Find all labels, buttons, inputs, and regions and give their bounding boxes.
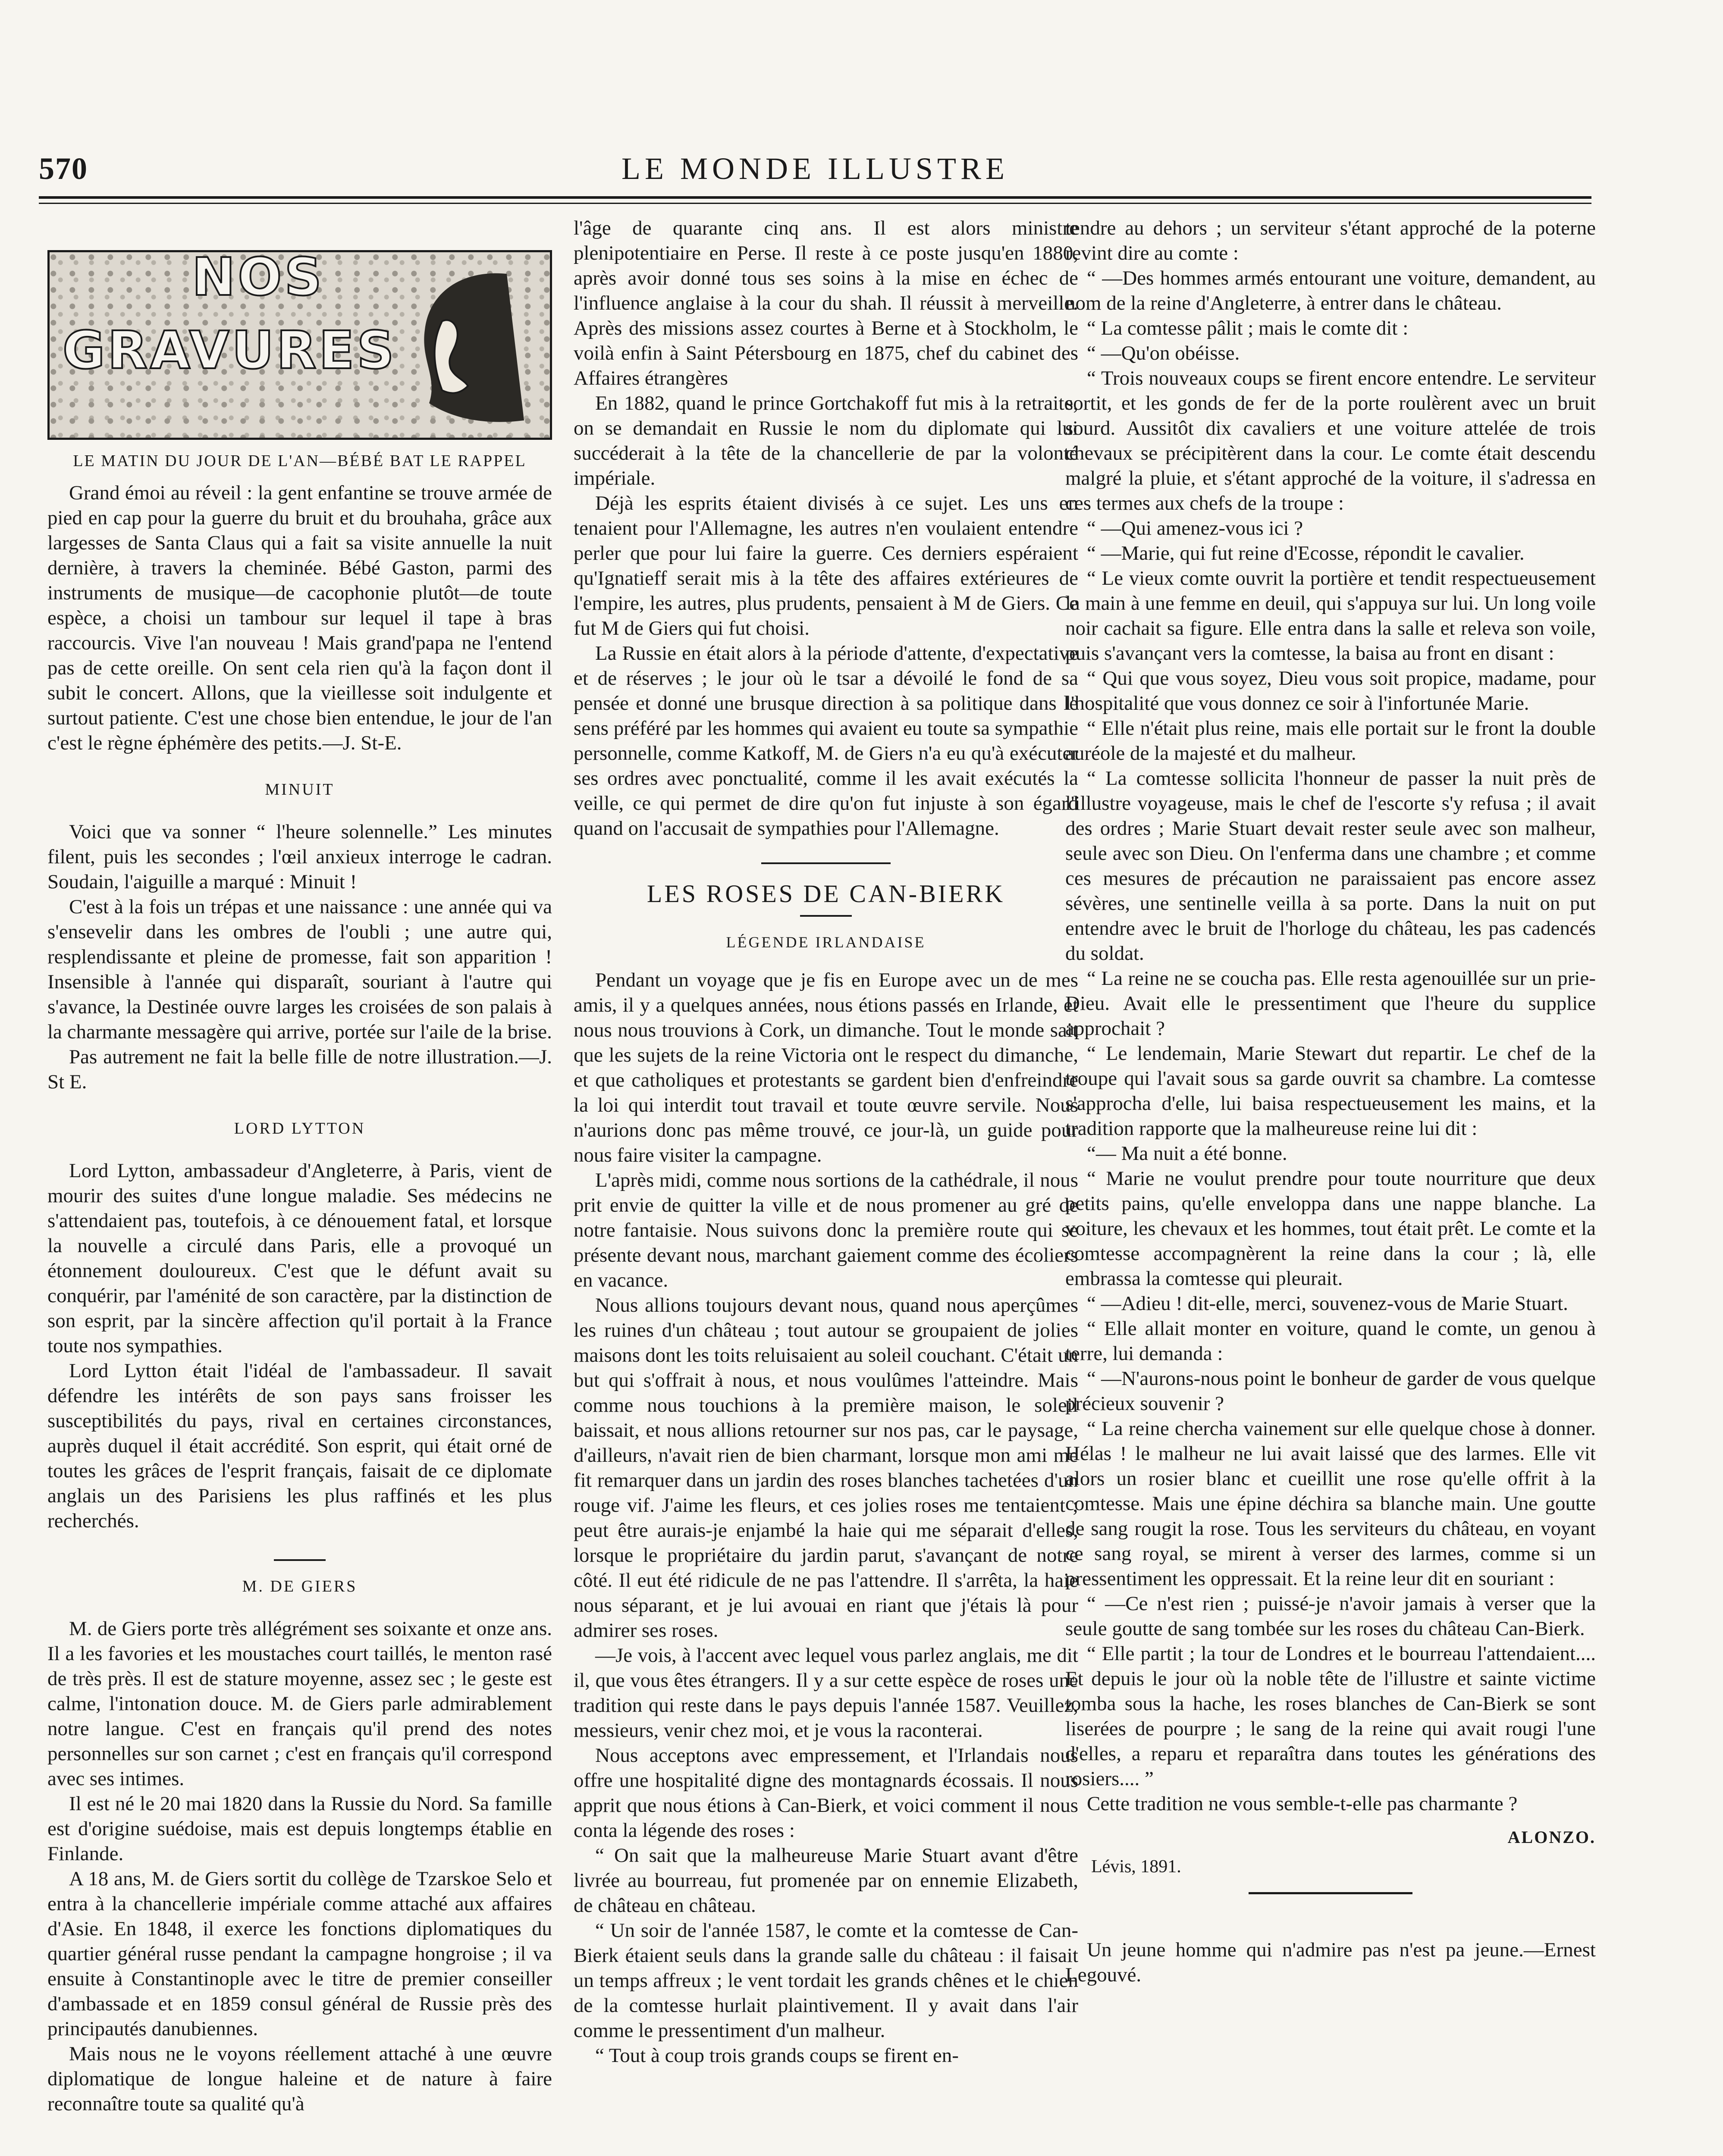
paragraph: Mais nous ne le voyons réellement attaché à une œuvre diplomatique de longue haleine et de nature à faire reconnaître toute sa qualité qu'à — [47, 2043, 552, 2115]
paragraph: “ —Adieu ! dit-elle, merci, souvenez-vous de Marie Stuart. — [1087, 1292, 1568, 1315]
nos-gravures-vignette — [47, 250, 552, 440]
paragraph: Pas autrement ne fait la belle fille de notre illustration.—J. St E. — [47, 1046, 552, 1093]
paragraph: “ Elle n'était plus reine, mais elle portait sur le front la double auréole de la majesté et du malheur. — [1065, 717, 1596, 765]
paragraph: “ Trois nouveaux coups se firent encore entendre. Le serviteur sortit, et les gonds de fer de la porte roulèrent avec un bruit sourd. Aussitôt dix cavaliers et une voiture attelée de trois chevaux se précipitèrent dans la cour. Le comte était descendu malgré la pluie, et s'étant approché de la voiture, il s'adressa en ces termes aux chefs de la troupe : — [1065, 367, 1596, 514]
paragraph: Il est né le 20 mai 1820 dans la Russie du Nord. Sa famille est d'origine suédoise, mais est depuis longtemps établie en Finlande. — [47, 1792, 552, 1865]
vignette-word-nos: NOS — [192, 250, 324, 307]
paragraph: “ Le vieux comte ouvrit la portière et tendit respectueusement la main à une femme en deuil, qui s'appuya sur lui. Un long voile noir cachait sa figure. Elle entra dans la salle et releva son voile, puis s'avançant vers la comtesse, la baisa au front en disant : — [1065, 567, 1596, 664]
minuit-heading: MINUIT — [265, 780, 335, 799]
lord-lytton-heading: LORD LYTTON — [234, 1119, 366, 1138]
column-3 — [1065, 216, 1596, 1987]
woman-profile-illustration — [377, 265, 533, 429]
end-rule — [1249, 1892, 1412, 1894]
paragraph: C'est à la fois un trépas et une naissance : une année qui va s'ensevelir dans les ombres de l'oubli ; une autre qui, resplendissante et pleine de promesse, fait son apparition ! Insensible à l'année qui disparaît, souriant à l'autre qui s'avance, la Destinée ouvre larges les croisées de son palais à la charmante messagère qui arrive, portée sur l'aile de la brise. — [47, 896, 552, 1043]
paragraph: Déjà les esprits étaient divisés à ce sujet. Les uns en tenaient pour l'Allemagne, les autres n'en voulaient entendre perler que pour lui faire la guerre. Ces derniers espéraient qu'Ignatieff serait mis à la tête des affaires extérieures de l'empire, les autres, plus prudents, pensaient à M de Giers. Ce fut M de Giers qui fut choisi. — [574, 492, 1078, 639]
paragraph: La Russie en était alors à la période d'attente, d'expectative et de réserves ; le jour où le tsar a dévoilé le fond de sa pensée et donné une brusque direction à sa politique dans le sens préféré par les hommes qui avaient eu toute sa sympathie personnelle, comme Katkoff, M. de Giers n'a eu qu'à exécuter ses ordres avec ponctualité, comme il les avait exécutés la veille, ce qui permet de dire qu'on fut injuste à son égard quand on l'accusait de sympathies pour l'Allemagne. — [574, 642, 1078, 840]
paragraph: L'après midi, comme nous sortions de la cathédrale, il nous prit envie de quitter la ville et de nous promener au gré de notre fantaisie. Nous suivons donc la première route qui se présente devant nous, marchant gaiement comme des écoliers en vacance. — [574, 1169, 1078, 1291]
heading-divider — [800, 915, 852, 917]
m-de-giers-heading: M. DE GIERS — [242, 1577, 358, 1595]
paragraph: “ On sait que la malheureuse Marie Stuart avant d'être livrée au bourreau, fut promenée par on ennemie Elizabeth, de château en château. — [574, 1844, 1078, 1917]
paragraph: “ La reine ne se coucha pas. Elle resta agenouillée sur un prie-Dieu. Avait elle le pressentiment que l'heure du supplice approchait ? — [1065, 967, 1596, 1040]
caption-matin: LE MATIN DU JOUR DE L'AN—BÉBÉ BAT LE RAPPEL — [73, 452, 527, 470]
paragraph: M. de Giers porte très allégrément ses soixante et onze ans. Il a les favories et les moustaches court taillés, le menton rasé de très près. Il est de stature moyenne, assez sec ; le geste est calme, l'intonation douce. M. de Giers parle admirablement notre langue. C'est en français qu'il prend des notes personnelles sur son carnet ; c'est en français qu'il correspond avec ses intimes. — [47, 1617, 552, 1790]
paragraph: “ La comtesse sollicita l'honneur de passer la nuit près de l'illustre voyageuse, mais le chef de l'escorte s'y refusa ; il avait des ordres ; Marie Stuart devait rester seule avec son malheur, seule avec son Dieu. On l'enferma dans une chambre ; et comme ces mesures de précaution ne paraissaient pas encore assez sévères, une sentinelle veilla à sa porte. Dans la nuit on put entendre avec le bruit de l'horloge du château, les pas cadencés du soldat. — [1065, 767, 1596, 965]
paragraph: “ La reine chercha vainement sur elle quelque chose à donner. Hélas ! le malheur ne lui avait laissé que des larmes. Elle vit alors un rosier blanc et cueillit une rose qu'elle offrit à la comtesse. Mais une épine déchira sa blanche main. Une goutte de sang rougit la rose. Tous les serviteurs du château, en voyant ce sang royal, se mirent à verser des larmes, comme si un pressentiment les oppressait. Et la reine leur dit en souriant : — [1065, 1417, 1596, 1590]
section-divider — [274, 1559, 326, 1561]
roses-heading: LES ROSES DE CAN-BIERK — [647, 880, 1005, 908]
paragraph: “ —N'aurons-nous point le bonheur de garder de vous quelque précieux souvenir ? — [1065, 1367, 1596, 1415]
publication-title: LE MONDE ILLUSTRE — [621, 151, 1009, 186]
paragraph: En 1882, quand le prince Gortchakoff fut mis à la retraite, on se demandait en Russie le nom du diplomate qui lui succéderait à la tête de la chancellerie de par la volonté impériale. — [574, 392, 1078, 489]
paragraph: “ Tout à coup trois grands coups se firent en- — [595, 2044, 959, 2067]
column-1 — [47, 216, 552, 2116]
section-divider — [761, 862, 891, 864]
paragraph: l'âge de quarante cinq ans. Il est alors ministre plenipotentiaire en Perse. Il reste à ce poste jusqu'en 1880, après avoir donné tous ses soins à la mise en échec de l'influence anglaise à la cour du shah. Il réussit à merveille. Après des missions assez courtes à Berne et à Stockholm, le voilà enfin à Saint Pétersbourg en 1875, chef du cabinet des Affaires étrangères — [574, 217, 1078, 389]
paragraph: “— Ma nuit a été bonne. — [1087, 1142, 1287, 1165]
paragraph: Cette tradition ne vous semble-t-elle pas charmante ? — [1087, 1792, 1518, 1815]
paragraph: Lord Lytton était l'idéal de l'ambassadeur. Il savait défendre les intérêts de son pays sans froisser les susceptibilités du pays, rival en certaines circonstances, auprès duquel il était accrédité. Son esprit, qui était orné de toutes les grâces de l'esprit français, faisait de ce diplomate anglais un des Parisiens les plus raffinés et les plus recherchés. — [47, 1360, 552, 1532]
paragraph: “ Qui que vous soyez, Dieu vous soit propice, madame, pour l'hospitalité que vous donnez ce soir à l'infortunée Marie. — [1065, 667, 1596, 714]
paragraph: —Je vois, à l'accent avec lequel vous parlez anglais, me dit il, que vous êtes étrangers. Il y a sur cette espèce de roses une tradition qui reste dans le pays depuis l'année 1587. Veuillez, messieurs, venir chez moi, et je vous la raconterai. — [574, 1644, 1078, 1742]
paragraph: “ —Ce n'est rien ; puissé-je n'avoir jamais à verser que la seule goutte de sang tombée sur les roses du château Can-Bierk. — [1065, 1592, 1596, 1640]
paragraph: “ —Qu'on obéisse. — [1087, 342, 1240, 364]
paragraph: Nous allions toujours devant nous, quand nous aperçûmes les ruines d'un château ; tout autour se groupaient de jolies maisons dont les toits reluisaient au soleil couchant. C'était un but qui s'offrait à nous, et nous voulûmes l'atteindre. Mais comme nous touchions à la première maison, le soleil baissait, et nous allions retourner sur nos pas, car le paysage, d'ailleurs, n'avait rien de bien charmant, lorsque mon ami me fit remarquer dans un jardin des roses blanches tachetées d'un rouge vif. J'aime les fleurs, et ces jolies roses me tentaient ; peut être aurais-je enjambé la haie qui me séparait d'elles, lorsque le propriétaire du jardin parut, s'avançant de notre côté. Il eut été ridicule de ne pas l'attendre. Il s'arrêta, la haie nous séparant, et je lui avouai en riant que j'étais là pour admirer ses roses. — [574, 1294, 1078, 1642]
page-header — [39, 151, 1591, 203]
roses-subtitle: LÉGENDE IRLANDAISE — [726, 934, 926, 951]
paragraph: Voici que va sonner “ l'heure solennelle.” Les minutes filent, puis les secondes ; l'œil anxieux interroge le cadran. Soudain, l'aiguille a marqué : Minuit ! — [47, 821, 552, 893]
paragraph: “ Elle allait monter en voiture, quand le comte, un genou à terre, lui demanda : — [1065, 1317, 1596, 1365]
paragraph: “ La comtesse pâlit ; mais le comte dit : — [1087, 317, 1409, 339]
paragraph: “ Un soir de l'année 1587, le comte et la comtesse de Can-Bierk étaient seuls dans la grande salle du château : il faisait un temps affreux ; le vent tordait les grands chênes et le chien de la comtesse hurlait plaintivement. Il y avait dans l'air comme le pressentiment d'un malheur. — [574, 1919, 1078, 2042]
legouve-quote: Un jeune homme qui n'admire pas n'est pa jeune.—Ernest Legouvé. — [1065, 1939, 1596, 1986]
header-rule — [39, 196, 1591, 204]
paragraph: “ —Marie, qui fut reine d'Ecosse, répondit le cavalier. — [1087, 542, 1525, 564]
author-signature: ALONZO. — [1507, 1827, 1596, 1847]
dateline: Lévis, 1891. — [1091, 1857, 1181, 1877]
matin-text: Grand émoi au réveil : la gent enfantine se trouve armée de pied en cap pour la guerre du bruit et du brouhaha, grâce aux largesses de Santa Claus qui a fait sa visite annuelle la nuit dernière, à travers la cheminée. Bébé Gaston, parmi des instruments de musique—de cacophonie plutôt—de toute espèce, a choisi un tambour sur lequel il tape à bras raccourcis. Vive l'an nouveau ! Mais grand'papa ne l'entend pas de cette oreille. On sent cela rien qu'à la façon dont il subit le concert. Allons, que la vieillesse soit indulgente et surtout patiente. C'est une chose bien entendue, le jour de l'an c'est le règne éphémère des petits.—J. St-E. — [47, 482, 552, 754]
paragraph: “ —Des hommes armés entourant une voiture, demandent, au nom de la reine d'Angleterre, à entrer dans le château. — [1065, 267, 1596, 314]
paragraph: “ Elle partit ; la tour de Londres et le bourreau l'attendaient.... Et depuis le jour où la noble tête de l'illustre et sainte victime tomba sous la hache, les roses blanches de Can-Bierk se sont liserées de pourpre ; le sang de la reine qui avait rougi l'une d'elles, a reparu et reparaîtra dans toutes les générations des rosiers.... ” — [1065, 1642, 1596, 1790]
paragraph: Nous acceptons avec empressement, et l'Irlandais nous offre une hospitalité digne des montagnards écossais. Il nous apprit que nous étions à Can-Bierk, et voici comment il nous conta la légende des roses : — [574, 1744, 1078, 1842]
paragraph: tendre au dehors ; un serviteur s'étant approché de la poterne revint dire au comte : — [1065, 217, 1596, 264]
vignette-word-gravures: GRAVURES — [63, 321, 397, 381]
paragraph: Pendant un voyage que je fis en Europe avec un de mes amis, il y a quelques années, nous étions passés en Irlande, et nous nous trouvions à Cork, un dimanche. Tout le monde sait que les sujets de la reine Victoria ont le respect du dimanche, et que catholiques et protestants se gardent bien d'enfreindre la loi qui interdit tout travail et toute œuvre servile. Nous n'aurions donc pas même trouvé, ce jour-là, un guide pour nous faire visiter la campagne. — [574, 969, 1078, 1166]
page-number: 570 — [39, 151, 88, 186]
column-2 — [574, 216, 1078, 2068]
paragraph: “ Le lendemain, Marie Stewart dut repartir. Le chef de la troupe qui l'avait sous sa garde ouvrit sa chambre. La comtesse s'approcha d'elle, lui baisa respectueusement les mains, et la tradition rapporte que la malheureuse reine lui dit : — [1065, 1042, 1596, 1140]
paragraph: “ —Qui amenez-vous ici ? — [1087, 517, 1303, 539]
paragraph: A 18 ans, M. de Giers sortit du collège de Tzarskoe Selo et entra à la chancellerie impériale comme attaché aux affaires d'Asie. En 1848, il exerce les fonctions diplomatiques du quartier général russe pendant la campagne hongroise ; il va ensuite à Constantinople avec le titre de premier conseiller d'ambassade et en 1859 consul général de Russie près des principautés danubiennes. — [47, 1868, 552, 2040]
paragraph: “ Marie ne voulut prendre pour toute nourriture que deux petits pains, qu'elle enveloppa dans une nappe blanche. La voiture, les chevaux et les hommes, tout était prêt. Le comte et la comtesse accompagnèrent la reine dans la cour ; là, elle embrassa la comtesse qui pleurait. — [1065, 1167, 1596, 1290]
paragraph: Lord Lytton, ambassadeur d'Angleterre, à Paris, vient de mourir des suites d'une longue maladie. Ses médecins ne s'attendaient pas, toutefois, à ce dénouement fatal, et lorsque la nouvelle a circulé dans Paris, elle a provoqué un étonnement douloureux. C'est que le défunt avait su conquérir, par l'aménité de son caractère, par la distinction de son esprit, par la sincère affection qu'il portait à la France toute nos sympathies. — [47, 1159, 552, 1357]
